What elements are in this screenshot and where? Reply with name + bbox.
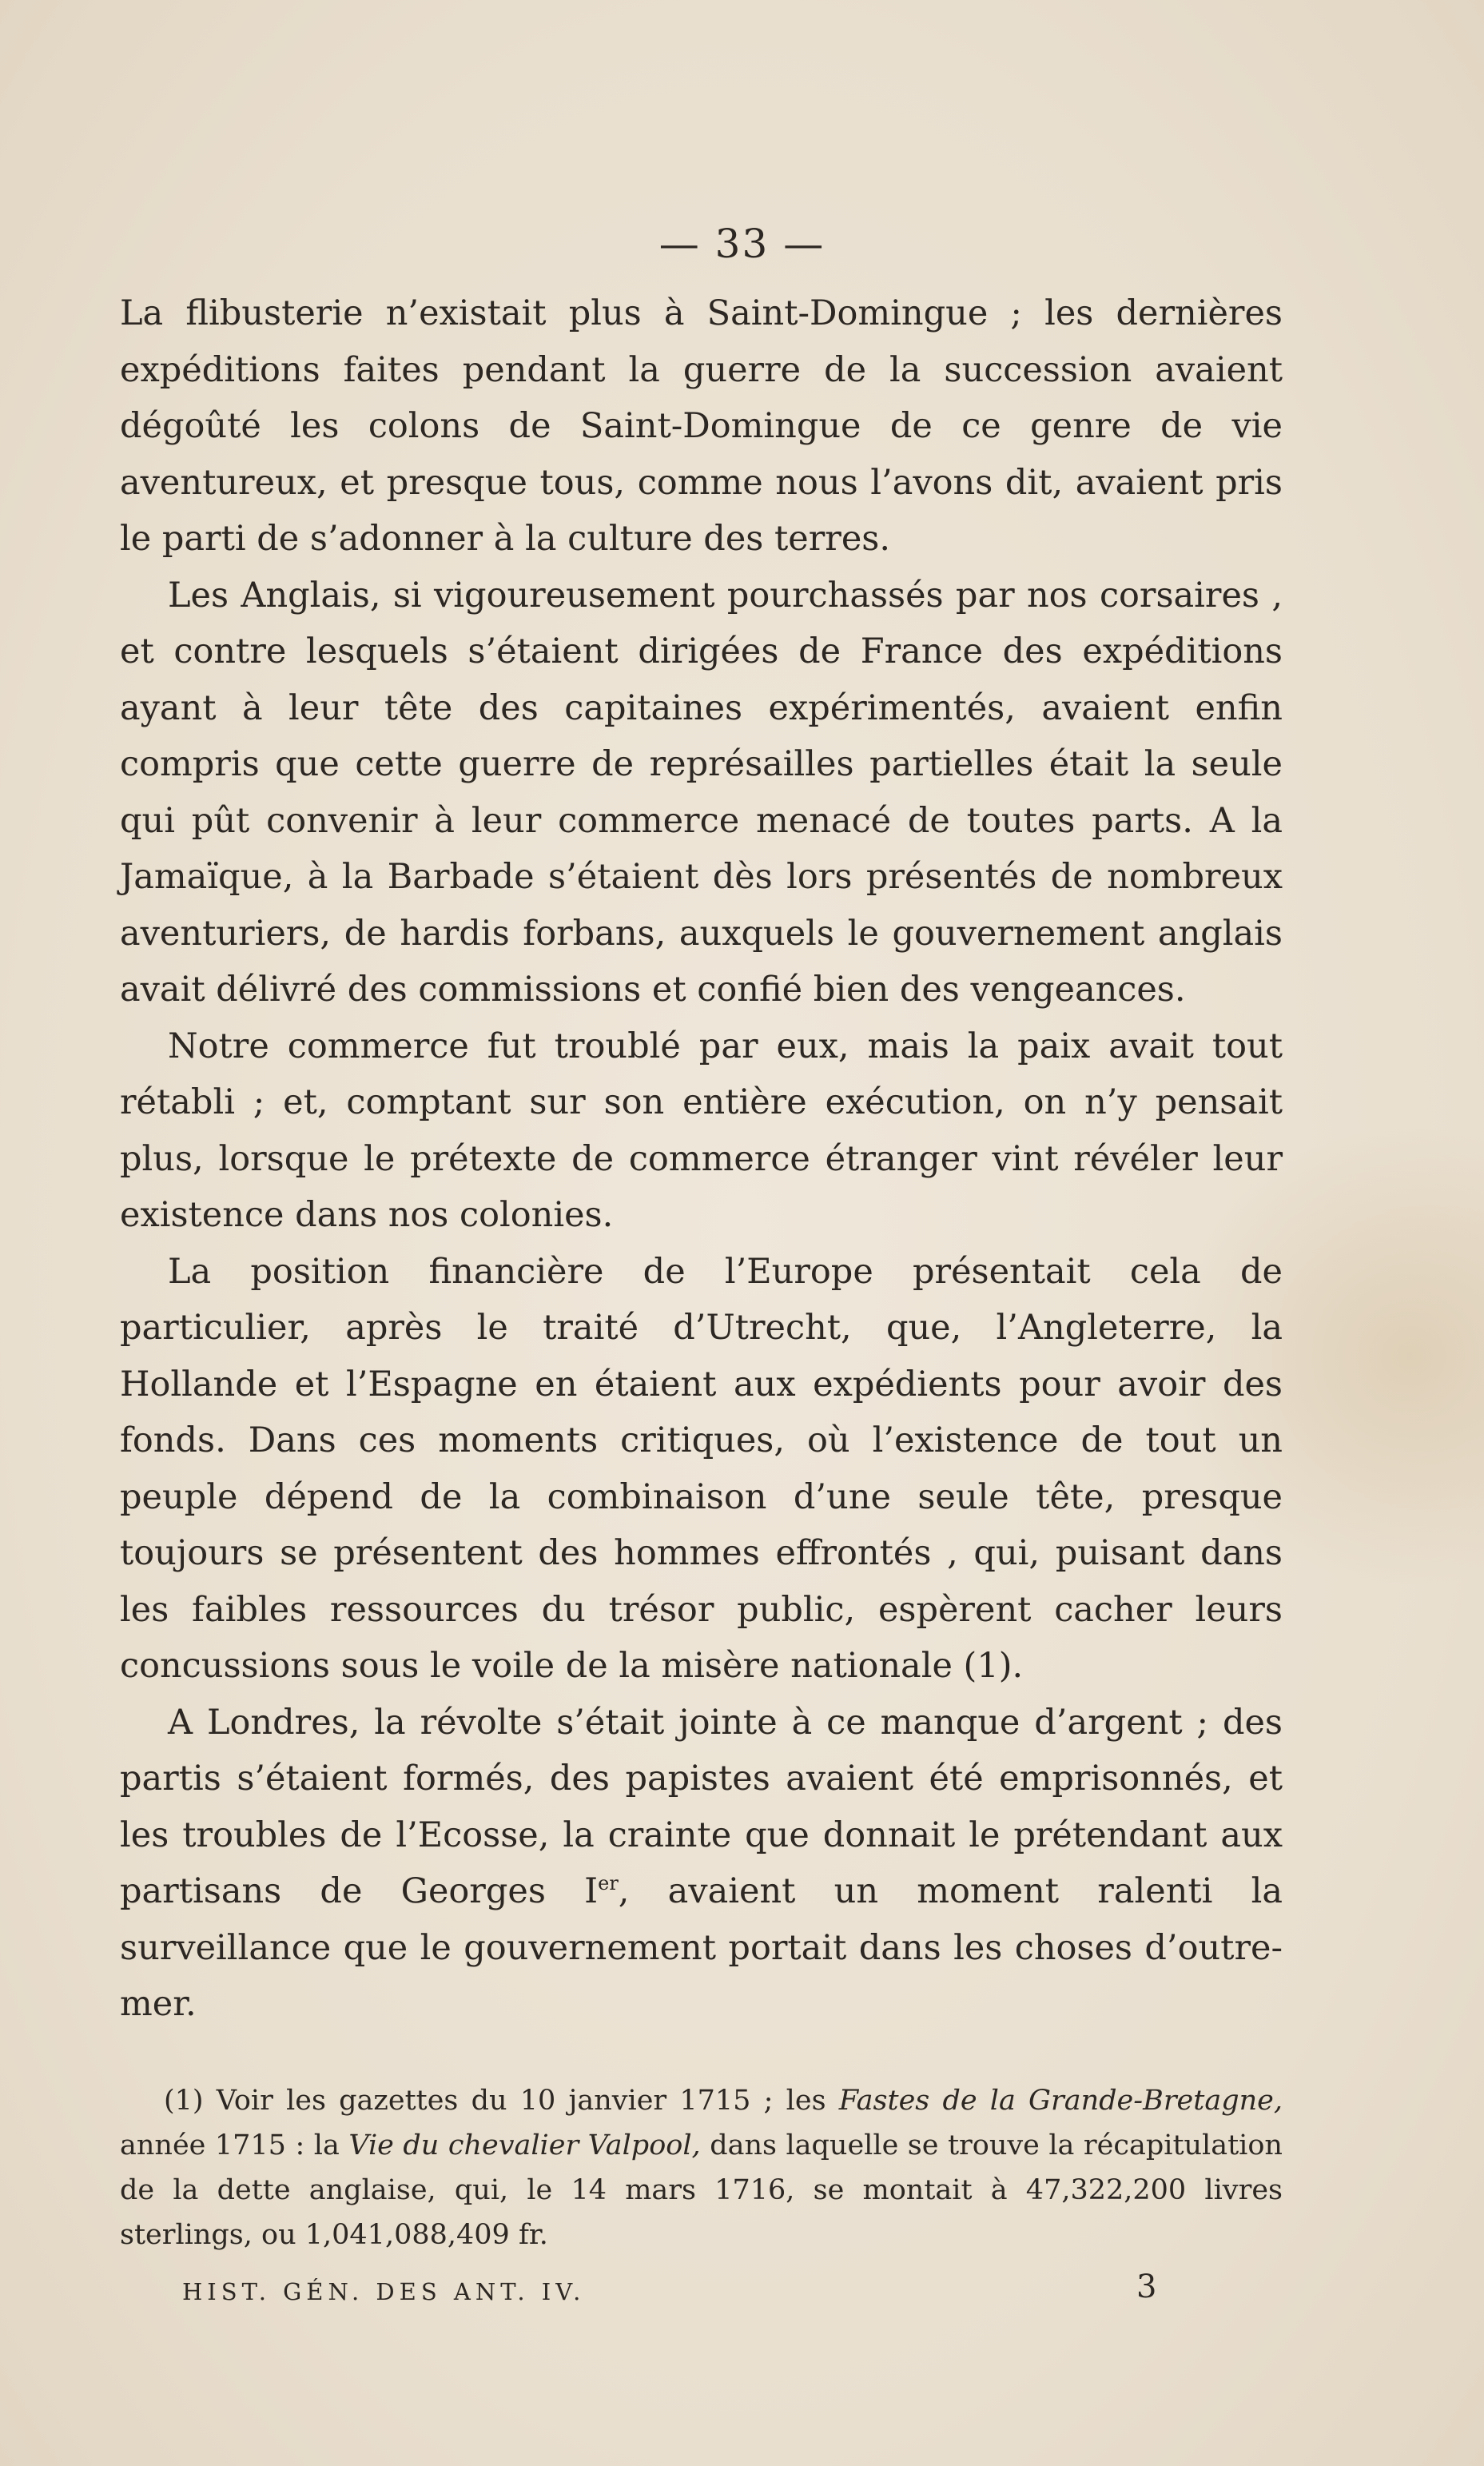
footnotes	[120, 2078, 1283, 2257]
footnote-text-1: Voir les gazettes du 10 janvier 1715 ; les	[216, 2085, 826, 2117]
footnote-text-3: dans laquelle se trouve la récapitulation de la dette anglaise, qui, le 14 mars 1716, se montait à 47,322,200 livres sterlings, ou 1,041,088,409 fr.	[120, 2129, 1283, 2251]
body-text	[120, 285, 1283, 2033]
georges-superscript: er	[598, 1872, 619, 1894]
paragraph-5-text: A Londres, la révolte s’était jointe à ce manque d’argent ; des partis s’étaient formés, des papistes avaient été emprisonnés, et les troubles de l’Ecosse, la crainte que donnait le prétendant aux partisans de Georges	[120, 1702, 1283, 1911]
footnote-text-2: année 1715 : la	[120, 2129, 340, 2161]
paragraph-3: Notre commerce fut troublé par eux, mais la paix avait tout rétabli ; et, comptant sur son entière exécution, on n’y pensait plus, lorsque le prétexte de commerce étranger vint révéler leur existence dans nos colonies.	[120, 1026, 1283, 1235]
page-number: — 33 —	[658, 221, 826, 267]
footnote-title-2: Vie du chevalier Valpool,	[348, 2129, 701, 2161]
georges-numeral: I	[584, 1871, 599, 1911]
paragraph-5	[120, 1695, 1283, 2033]
footnote-title-1: Fastes de la Grande-Bretagne,	[838, 2085, 1283, 2117]
signature-number: 3	[1136, 2269, 1157, 2305]
paragraph-2: Les Anglais, si vigoureusement pourchassés par nos corsaires , et contre lesquels s’étaient dirigées de France des expéditions ayant à leur tête des capitaines expérimentés, avaient enfin compris que cette guerre de représailles partielles était la seule qui pût convenir à leur commerce menacé de toutes parts. A la Jamaïque, à la Barbade s’étaient dès lors présentés de nombreux aventuriers, de hardis forbans, auxquels le gouvernement anglais avait délivré des commissions et confié bien des vengeances.	[120, 575, 1283, 1010]
paragraph-4: La position financière de l’Europe présentait cela de particulier, après le traité d’Utrecht, que, l’Angleterre, la Hollande et l’Espagne en étaient aux expédients pour avoir des fonds. Dans ces moments critiques, où l’existence de tout un peuple dépend de la combinaison d’une seule tête, presque toujours se présentent des hommes effrontés , qui, puisant dans les faibles ressources du trésor public, espèrent cacher leurs concussions sous le voile de la misère nationale (1).	[120, 1251, 1283, 1686]
footnote-marker: (1)	[164, 2085, 204, 2117]
paragraph-5-tail: , avaient un moment ralenti la surveillance que le gouvernement portait dans les choses d’outre-mer.	[120, 1871, 1283, 2024]
signature-mark: HIST. GÉN. DES ANT. IV.	[182, 2278, 586, 2305]
footnote-1	[120, 2078, 1283, 2257]
paragraph-1: La flibusterie n’existait plus à Saint-Domingue ; les dernières expéditions faites pendant la guerre de la succession avaient dégoûté les colons de Saint-Domingue de ce genre de vie aventureux, et presque tous, comme nous l’avons dit, avaient pris le parti de s’adonner à la culture des terres.	[120, 293, 1283, 559]
